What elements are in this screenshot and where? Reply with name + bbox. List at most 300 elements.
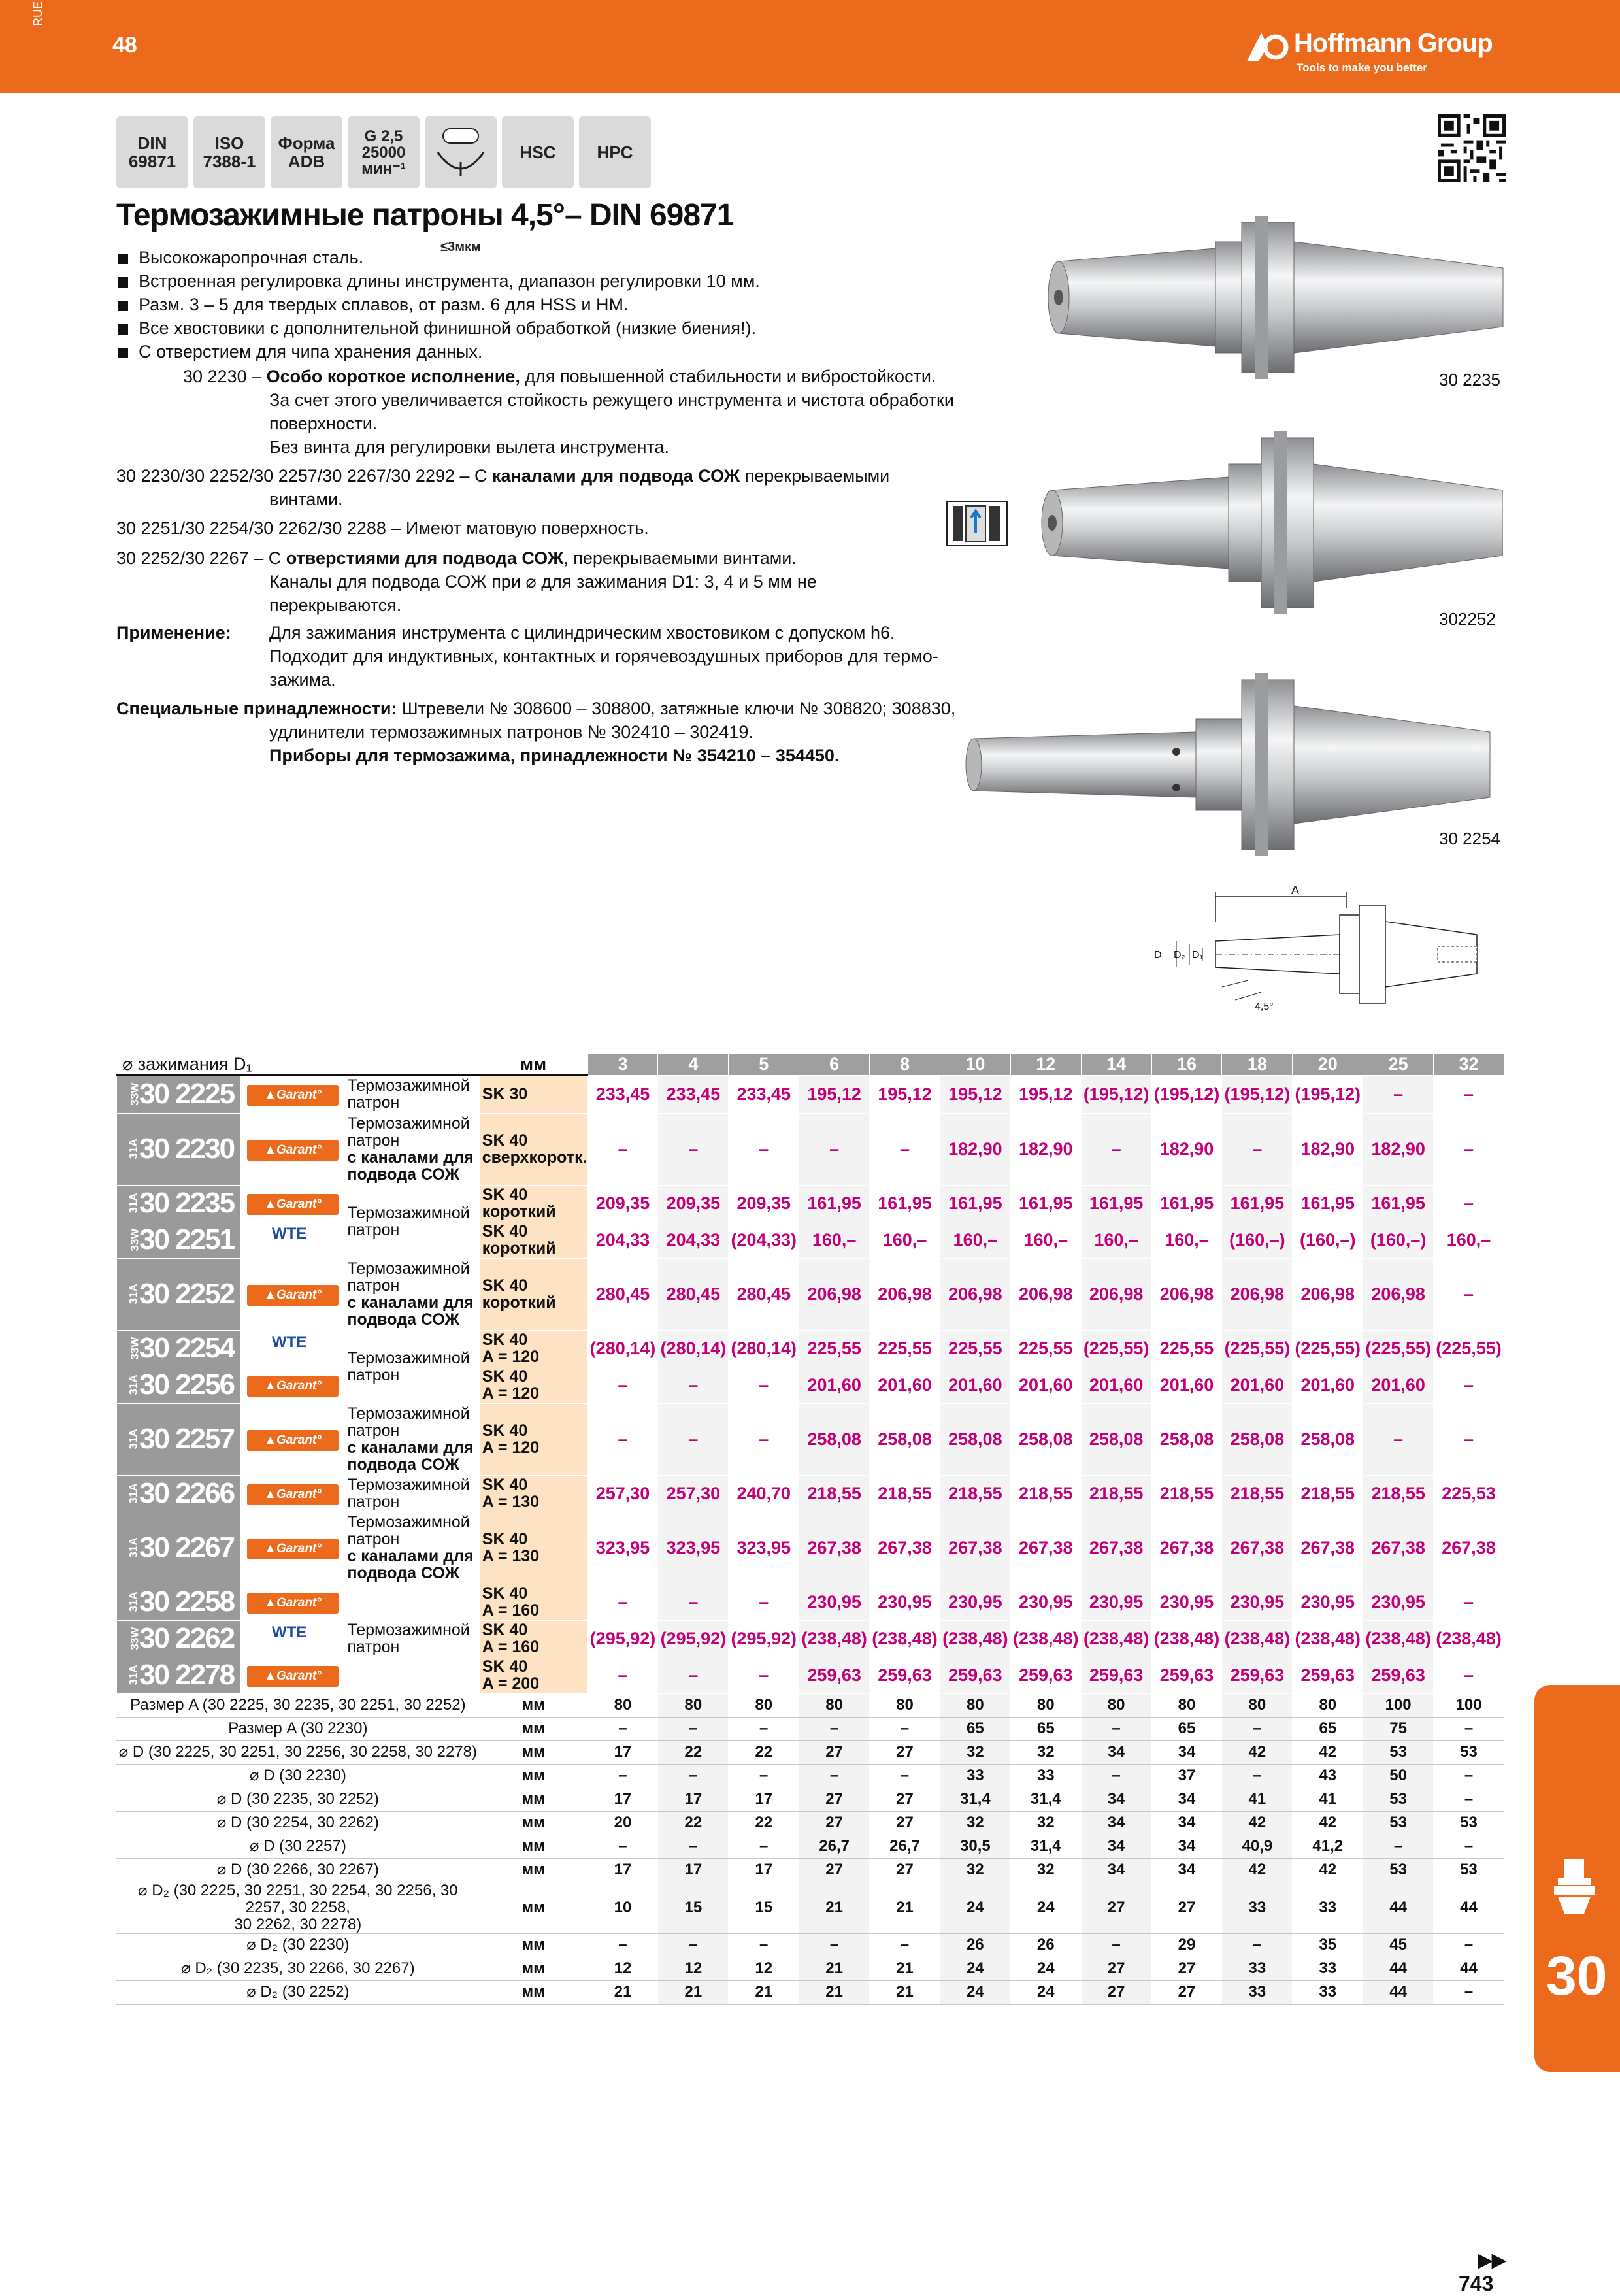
price-cell[interactable]: 161,95 — [1222, 1185, 1293, 1222]
dimension-value: 53 — [1363, 1811, 1434, 1835]
price-cell[interactable]: 206,98 — [870, 1258, 940, 1330]
price-cell[interactable]: 206,98 — [1363, 1258, 1434, 1330]
dimension-value: 21 — [870, 1882, 940, 1933]
price-cell[interactable]: 161,95 — [1363, 1185, 1434, 1222]
product-description — [346, 1403, 479, 1475]
price-cell[interactable]: 230,95 — [1151, 1584, 1222, 1620]
price-cell[interactable]: (280,14) — [729, 1330, 799, 1367]
dimension-value: – — [1434, 1717, 1504, 1740]
dimension-value: 30,5 — [940, 1835, 1010, 1858]
price-cell[interactable]: 201,60 — [1293, 1367, 1363, 1403]
article-number[interactable] — [117, 1620, 240, 1657]
dimension-value: 26 — [940, 1933, 1010, 1957]
dimension-value: 21 — [799, 1957, 870, 1980]
dimension-label: ⌀ D (30 2230) — [117, 1764, 480, 1788]
price-cell[interactable]: 225,55 — [1010, 1330, 1081, 1367]
price-cell[interactable]: 259,63 — [1151, 1657, 1222, 1693]
price-cell[interactable]: 267,38 — [1151, 1512, 1222, 1584]
price-cell[interactable]: 323,95 — [658, 1512, 729, 1584]
price-cell[interactable]: – — [1434, 1367, 1504, 1403]
price-cell[interactable]: (280,14) — [587, 1330, 658, 1367]
price-cell[interactable]: (238,48) — [1434, 1620, 1504, 1657]
note-coolant-channels: 30 2230/30 2252/30 2257/30 2267/30 2292 – С каналами для подвода СОЖ перекрываемыми — [116, 466, 890, 486]
taper-type: SK 40 сверхкоротк. — [479, 1113, 587, 1185]
dimension-value: 27 — [870, 1858, 940, 1882]
price-cell[interactable]: – — [729, 1113, 799, 1185]
price-cell[interactable]: 258,08 — [870, 1403, 940, 1475]
price-cell[interactable]: 233,45 — [729, 1075, 799, 1113]
dimension-row — [117, 1740, 1504, 1764]
article-number[interactable] — [117, 1330, 240, 1367]
product-row[interactable] — [117, 1075, 1504, 1113]
price-cell[interactable]: – — [658, 1403, 729, 1475]
article-number[interactable] — [117, 1258, 240, 1330]
article-number[interactable] — [117, 1657, 240, 1693]
badge-runout: ≤3мкм — [425, 116, 497, 188]
price-cell[interactable]: 267,38 — [799, 1512, 870, 1584]
dimension-value: 80 — [1010, 1693, 1081, 1717]
badge-form: Форма ADB — [271, 116, 342, 188]
dimension-value: 80 — [1293, 1693, 1363, 1717]
price-cell[interactable]: 160,– — [870, 1222, 940, 1258]
price-cell[interactable]: 225,53 — [1434, 1475, 1504, 1512]
product-row[interactable] — [117, 1258, 1504, 1330]
chuck-icon — [1549, 1856, 1600, 1915]
price-cell[interactable]: 160,– — [1434, 1222, 1504, 1258]
price-cell[interactable]: 267,38 — [1222, 1512, 1293, 1584]
price-cell[interactable]: 257,30 — [658, 1475, 729, 1512]
dimension-value: – — [799, 1933, 870, 1957]
taper-type: SK 40 короткий — [479, 1258, 587, 1330]
price-cell[interactable]: 230,95 — [1293, 1584, 1363, 1620]
dimension-value: 34 — [1081, 1811, 1151, 1835]
dimension-value: 24 — [1010, 1882, 1081, 1933]
price-cell[interactable]: 225,55 — [870, 1330, 940, 1367]
price-cell[interactable]: 201,60 — [1081, 1367, 1151, 1403]
garant-logo: ▲Garant° — [247, 1484, 339, 1505]
article-number[interactable] — [117, 1475, 240, 1512]
dimension-value: 33 — [940, 1764, 1010, 1788]
product-row[interactable] — [117, 1657, 1504, 1693]
price-cell[interactable]: – — [1434, 1657, 1504, 1693]
price-cell[interactable]: 161,95 — [940, 1185, 1010, 1222]
dimension-row — [117, 1980, 1504, 2004]
dimension-value: 41,2 — [1293, 1835, 1363, 1858]
price-cell[interactable]: 160,– — [1010, 1222, 1081, 1258]
price-cell[interactable]: 201,60 — [940, 1367, 1010, 1403]
price-cell[interactable]: 218,55 — [1010, 1475, 1081, 1512]
price-cell[interactable]: 161,95 — [1010, 1185, 1081, 1222]
dimension-value: – — [1222, 1764, 1293, 1788]
price-cell[interactable]: 230,95 — [1363, 1584, 1434, 1620]
price-cell[interactable]: 182,90 — [1363, 1113, 1434, 1185]
price-cell[interactable]: 267,38 — [870, 1512, 940, 1584]
dimension-value: – — [1081, 1933, 1151, 1957]
dimension-value: 41 — [1293, 1788, 1363, 1811]
price-cell[interactable]: (238,48) — [870, 1620, 940, 1657]
price-cell[interactable]: 233,45 — [658, 1075, 729, 1113]
product-row[interactable] — [117, 1222, 1504, 1258]
price-cell[interactable]: 201,60 — [1151, 1367, 1222, 1403]
next-page-icon[interactable]: ▸▸ — [1478, 2244, 1506, 2274]
dimension-value: – — [1081, 1717, 1151, 1740]
price-cell[interactable]: 182,90 — [1010, 1113, 1081, 1185]
brand-tagline: Tools to make you better — [1297, 61, 1427, 74]
price-cell[interactable]: – — [729, 1584, 799, 1620]
price-cell[interactable]: 206,98 — [799, 1258, 870, 1330]
price-cell[interactable]: 204,33 — [587, 1222, 658, 1258]
price-cell[interactable]: 267,38 — [1010, 1512, 1081, 1584]
price-cell[interactable]: 218,55 — [1293, 1475, 1363, 1512]
size-header: 8 — [870, 1054, 940, 1076]
price-cell[interactable]: 218,55 — [940, 1475, 1010, 1512]
price-cell[interactable]: 161,95 — [870, 1185, 940, 1222]
price-cell[interactable]: 267,38 — [1081, 1512, 1151, 1584]
dimension-value: – — [729, 1835, 799, 1858]
product-row[interactable] — [117, 1584, 1504, 1620]
price-cell[interactable]: 206,98 — [1081, 1258, 1151, 1330]
price-cell[interactable]: 240,70 — [729, 1475, 799, 1512]
price-cell[interactable]: 280,45 — [587, 1258, 658, 1330]
note-short-version: 30 2230 – Особо короткое исполнение, для повышенной стабильности и вибростойкости. — [183, 367, 936, 386]
note-text: перекрываются. — [269, 595, 402, 615]
brand-cell — [240, 1222, 346, 1258]
dimension-value: 12 — [587, 1957, 658, 1980]
dimension-value: 100 — [1434, 1693, 1504, 1717]
price-cell[interactable]: (295,92) — [729, 1620, 799, 1657]
product-row[interactable] — [117, 1113, 1504, 1185]
price-cell[interactable]: 267,38 — [1293, 1512, 1363, 1584]
dimension-value: 24 — [1010, 1957, 1081, 1980]
dimension-value: 80 — [799, 1693, 870, 1717]
price-cell[interactable]: 267,38 — [1434, 1512, 1504, 1584]
dimension-value: 17 — [658, 1858, 729, 1882]
price-cell[interactable]: 259,63 — [870, 1657, 940, 1693]
product-row[interactable] — [117, 1330, 1504, 1367]
price-cell[interactable]: (195,12) — [1222, 1075, 1293, 1113]
price-cell[interactable]: – — [1434, 1075, 1504, 1113]
price-cell[interactable]: 230,95 — [1010, 1584, 1081, 1620]
dimension-value: – — [1434, 1835, 1504, 1858]
dimension-value: 33 — [1222, 1957, 1293, 1980]
price-cell[interactable]: 259,63 — [1363, 1657, 1434, 1693]
dimension-value: 80 — [729, 1693, 799, 1717]
price-cell[interactable]: 218,55 — [799, 1475, 870, 1512]
article-number[interactable] — [117, 1512, 240, 1584]
price-cell[interactable]: 259,63 — [799, 1657, 870, 1693]
price-cell[interactable]: 259,63 — [940, 1657, 1010, 1693]
price-cell[interactable]: – — [1434, 1113, 1504, 1185]
price-cell[interactable]: 161,95 — [1081, 1185, 1151, 1222]
price-cell[interactable]: – — [587, 1657, 658, 1693]
price-cell[interactable]: (225,55) — [1293, 1330, 1363, 1367]
dimension-value: 20 — [587, 1811, 658, 1835]
price-cell[interactable]: – — [587, 1113, 658, 1185]
price-cell[interactable]: 218,55 — [1363, 1475, 1434, 1512]
brand-cell — [240, 1512, 346, 1584]
dimension-row — [117, 1788, 1504, 1811]
dimension-value: – — [729, 1717, 799, 1740]
price-cell[interactable]: – — [658, 1113, 729, 1185]
dimension-value: 42 — [1293, 1858, 1363, 1882]
price-cell[interactable]: 218,55 — [1151, 1475, 1222, 1512]
price-cell[interactable]: – — [799, 1113, 870, 1185]
article-code: 30 2258 — [139, 1586, 235, 1618]
size-header: 3 — [587, 1054, 658, 1076]
price-cell[interactable]: 161,95 — [1151, 1185, 1222, 1222]
price-cell[interactable]: 206,98 — [1010, 1258, 1081, 1330]
size-header: 4 — [658, 1054, 729, 1076]
product-row[interactable] — [117, 1367, 1504, 1403]
price-cell[interactable]: 230,95 — [1081, 1584, 1151, 1620]
dimension-value: 33 — [1293, 1882, 1363, 1933]
price-cell[interactable]: – — [1363, 1403, 1434, 1475]
price-cell[interactable]: 160,– — [1151, 1222, 1222, 1258]
price-cell[interactable]: 258,08 — [1151, 1403, 1222, 1475]
price-cell[interactable]: (195,12) — [1151, 1075, 1222, 1113]
price-cell[interactable]: – — [1434, 1403, 1504, 1475]
product-description: Термозажимной патрон — [346, 1075, 479, 1113]
size-header: 32 — [1434, 1054, 1504, 1076]
price-cell[interactable]: 258,08 — [1081, 1403, 1151, 1475]
price-cell[interactable]: 225,55 — [940, 1330, 1010, 1367]
price-cell[interactable]: 257,30 — [587, 1475, 658, 1512]
price-cell[interactable]: – — [587, 1584, 658, 1620]
price-cell[interactable]: 258,08 — [1222, 1403, 1293, 1475]
dimension-value: 41 — [1222, 1788, 1293, 1811]
price-cell[interactable]: 225,55 — [799, 1330, 870, 1367]
price-cell[interactable]: (238,48) — [1222, 1620, 1293, 1657]
product-row[interactable] — [117, 1475, 1504, 1512]
price-cell[interactable]: 160,– — [1081, 1222, 1151, 1258]
qr-code[interactable] — [1438, 112, 1506, 184]
price-cell[interactable]: (238,48) — [1010, 1620, 1081, 1657]
price-cell[interactable]: 195,12 — [940, 1075, 1010, 1113]
dimension-label: ⌀ D (30 2254, 30 2262) — [117, 1811, 480, 1835]
dimension-label: ⌀ D (30 2257) — [117, 1835, 480, 1858]
price-cell[interactable]: 182,90 — [1293, 1113, 1363, 1185]
price-cell[interactable]: – — [658, 1657, 729, 1693]
price-cell[interactable]: 160,– — [940, 1222, 1010, 1258]
price-cell[interactable]: 206,98 — [1293, 1258, 1363, 1330]
dimension-value: – — [658, 1717, 729, 1740]
price-cell[interactable]: 230,95 — [1222, 1584, 1293, 1620]
price-cell[interactable]: – — [870, 1113, 940, 1185]
size-header: 10 — [940, 1054, 1010, 1076]
dimension-value: 27 — [799, 1858, 870, 1882]
price-cell[interactable]: (195,12) — [1293, 1075, 1363, 1113]
price-cell[interactable]: 225,55 — [1151, 1330, 1222, 1367]
price-cell[interactable]: 206,98 — [1222, 1258, 1293, 1330]
price-cell[interactable]: (225,55) — [1363, 1330, 1434, 1367]
price-cell[interactable]: 209,35 — [729, 1185, 799, 1222]
dimension-value: 80 — [870, 1693, 940, 1717]
price-cell[interactable]: 233,45 — [587, 1075, 658, 1113]
price-cell[interactable]: 258,08 — [799, 1403, 870, 1475]
price-cell[interactable]: – — [587, 1403, 658, 1475]
price-cell[interactable]: (225,55) — [1081, 1330, 1151, 1367]
price-cell[interactable]: – — [729, 1657, 799, 1693]
dimension-value: – — [870, 1933, 940, 1957]
price-cell[interactable]: 258,08 — [940, 1403, 1010, 1475]
runout-icon — [431, 126, 490, 178]
price-table — [116, 1054, 1504, 2005]
dimension-value: – — [1363, 1835, 1434, 1858]
price-cell[interactable]: 323,95 — [729, 1512, 799, 1584]
price-cell[interactable]: – — [1222, 1113, 1293, 1185]
dimension-value: 10 — [587, 1882, 658, 1933]
price-cell[interactable]: 201,60 — [799, 1367, 870, 1403]
article-number[interactable] — [117, 1403, 240, 1475]
price-cell[interactable]: (238,48) — [1151, 1620, 1222, 1657]
article-number[interactable] — [117, 1113, 240, 1185]
price-cell[interactable]: 259,63 — [1010, 1657, 1081, 1693]
article-prefix: 31A — [127, 1139, 140, 1159]
dimension-value: 32 — [940, 1740, 1010, 1764]
price-cell[interactable]: 201,60 — [870, 1367, 940, 1403]
price-cell[interactable]: 209,35 — [658, 1185, 729, 1222]
product-description: Термозажимной патрон — [346, 1330, 479, 1403]
price-cell[interactable]: (204,33) — [729, 1222, 799, 1258]
dimension-value: 44 — [1434, 1957, 1504, 1980]
product-row[interactable] — [117, 1620, 1504, 1657]
wte-logo: WTE — [272, 1225, 307, 1242]
price-cell[interactable]: (225,55) — [1222, 1330, 1293, 1367]
price-cell[interactable]: 161,95 — [799, 1185, 870, 1222]
article-number[interactable] — [117, 1075, 240, 1113]
price-cell[interactable]: – — [658, 1367, 729, 1403]
price-cell[interactable]: 204,33 — [658, 1222, 729, 1258]
price-cell[interactable]: 230,95 — [870, 1584, 940, 1620]
taper-type: SK 40 A = 120 — [479, 1403, 587, 1475]
price-cell[interactable]: (160,–) — [1293, 1222, 1363, 1258]
size-header: 5 — [729, 1054, 799, 1076]
article-number[interactable] — [117, 1185, 240, 1222]
price-cell[interactable]: 206,98 — [940, 1258, 1010, 1330]
price-cell[interactable]: (238,48) — [940, 1620, 1010, 1657]
price-cell[interactable]: 259,63 — [1293, 1657, 1363, 1693]
product-description: Термозажимной патрон — [346, 1475, 479, 1512]
price-cell[interactable]: 323,95 — [587, 1512, 658, 1584]
product-row[interactable] — [117, 1185, 1504, 1222]
price-cell[interactable]: – — [1081, 1113, 1151, 1185]
price-cell[interactable]: 201,60 — [1222, 1367, 1293, 1403]
price-cell[interactable]: 267,38 — [940, 1512, 1010, 1584]
dimension-value: – — [1081, 1764, 1151, 1788]
price-cell[interactable]: 259,63 — [1222, 1657, 1293, 1693]
garant-logo: ▲Garant° — [247, 1666, 339, 1687]
dim-label-d: D — [1154, 950, 1162, 961]
price-cell[interactable]: 258,08 — [1010, 1403, 1081, 1475]
feature-item: Встроенная регулировка длины инструмента, диапазон регулировки 10 мм. — [139, 271, 760, 291]
price-cell[interactable]: 195,12 — [799, 1075, 870, 1113]
price-cell[interactable]: (238,48) — [1081, 1620, 1151, 1657]
price-cell[interactable]: 280,45 — [658, 1258, 729, 1330]
price-cell[interactable]: 161,95 — [1293, 1185, 1363, 1222]
price-cell[interactable]: 230,95 — [940, 1584, 1010, 1620]
description-line: Термозажимной — [347, 1513, 470, 1531]
application-label: Применение: — [116, 623, 231, 642]
dimension-unit: мм — [479, 1957, 587, 1980]
dim-label-a: A — [1291, 884, 1300, 897]
article-number[interactable] — [117, 1367, 240, 1403]
price-cell[interactable]: (238,48) — [799, 1620, 870, 1657]
price-cell[interactable]: – — [587, 1367, 658, 1403]
product-row[interactable] — [117, 1512, 1504, 1584]
price-cell[interactable]: 259,63 — [1081, 1657, 1151, 1693]
image-caption: 302252 — [1439, 609, 1496, 629]
application-text: Подходит для индуктивных, контактных и горячевоздушных приборов для термо- — [269, 646, 938, 666]
price-cell[interactable]: (160,–) — [1363, 1222, 1434, 1258]
article-prefix: 31A — [127, 1665, 140, 1686]
price-cell[interactable]: (238,48) — [1363, 1620, 1434, 1657]
dimension-value: 65 — [940, 1717, 1010, 1740]
product-row[interactable] — [117, 1403, 1504, 1475]
price-cell[interactable]: 160,– — [799, 1222, 870, 1258]
description-line: с каналами для — [347, 1547, 474, 1565]
price-cell[interactable]: (195,12) — [1081, 1075, 1151, 1113]
dimension-value: – — [658, 1764, 729, 1788]
dimension-value: 31,4 — [1010, 1788, 1081, 1811]
garant-logo: ▲Garant° — [247, 1194, 339, 1215]
price-cell[interactable]: 267,38 — [1363, 1512, 1434, 1584]
brand-logo[interactable] — [1242, 25, 1516, 77]
price-cell[interactable]: – — [1434, 1258, 1504, 1330]
price-cell[interactable]: (225,55) — [1434, 1330, 1504, 1367]
price-cell[interactable]: 209,35 — [587, 1185, 658, 1222]
price-cell[interactable]: (280,14) — [658, 1330, 729, 1367]
brand-cell — [240, 1367, 346, 1403]
dimension-value: 15 — [729, 1882, 799, 1933]
price-cell[interactable]: 182,90 — [1151, 1113, 1222, 1185]
price-cell[interactable]: 230,95 — [799, 1584, 870, 1620]
article-prefix: 31A — [127, 1591, 140, 1612]
dimension-value: 53 — [1363, 1740, 1434, 1764]
price-cell[interactable]: – — [658, 1584, 729, 1620]
price-cell[interactable]: 201,60 — [1010, 1367, 1081, 1403]
price-cell[interactable]: 201,60 — [1363, 1367, 1434, 1403]
dim-label-angle: 4,5° — [1255, 1001, 1274, 1012]
price-cell[interactable]: (295,92) — [587, 1620, 658, 1657]
price-cell[interactable]: 195,12 — [1010, 1075, 1081, 1113]
price-cell[interactable]: – — [729, 1367, 799, 1403]
price-cell[interactable]: – — [1363, 1075, 1434, 1113]
bullet-marker — [118, 301, 128, 311]
dimension-label: ⌀ D (30 2235, 30 2252) — [117, 1788, 480, 1811]
dim-label-d1: D₁ — [1192, 950, 1203, 961]
article-number[interactable] — [117, 1222, 240, 1258]
price-cell[interactable]: 258,08 — [1293, 1403, 1363, 1475]
price-cell[interactable]: (160,–) — [1222, 1222, 1293, 1258]
article-number[interactable] — [117, 1584, 240, 1620]
price-cell[interactable]: 218,55 — [870, 1475, 940, 1512]
price-cell[interactable]: 182,90 — [940, 1113, 1010, 1185]
price-cell[interactable]: 195,12 — [870, 1075, 940, 1113]
article-prefix: 31A — [127, 1374, 140, 1395]
price-cell[interactable]: 218,55 — [1081, 1475, 1151, 1512]
price-cell[interactable]: – — [1434, 1185, 1504, 1222]
price-cell[interactable]: 280,45 — [729, 1258, 799, 1330]
price-cell[interactable]: (238,48) — [1293, 1620, 1363, 1657]
dimension-unit: мм — [479, 1933, 587, 1957]
product-description — [346, 1512, 479, 1584]
article-prefix: 33W — [128, 1627, 141, 1650]
price-cell[interactable]: 218,55 — [1222, 1475, 1293, 1512]
price-cell[interactable]: (295,92) — [658, 1620, 729, 1657]
price-cell[interactable]: – — [729, 1403, 799, 1475]
price-cell[interactable]: – — [1434, 1584, 1504, 1620]
price-cell[interactable]: 206,98 — [1151, 1258, 1222, 1330]
